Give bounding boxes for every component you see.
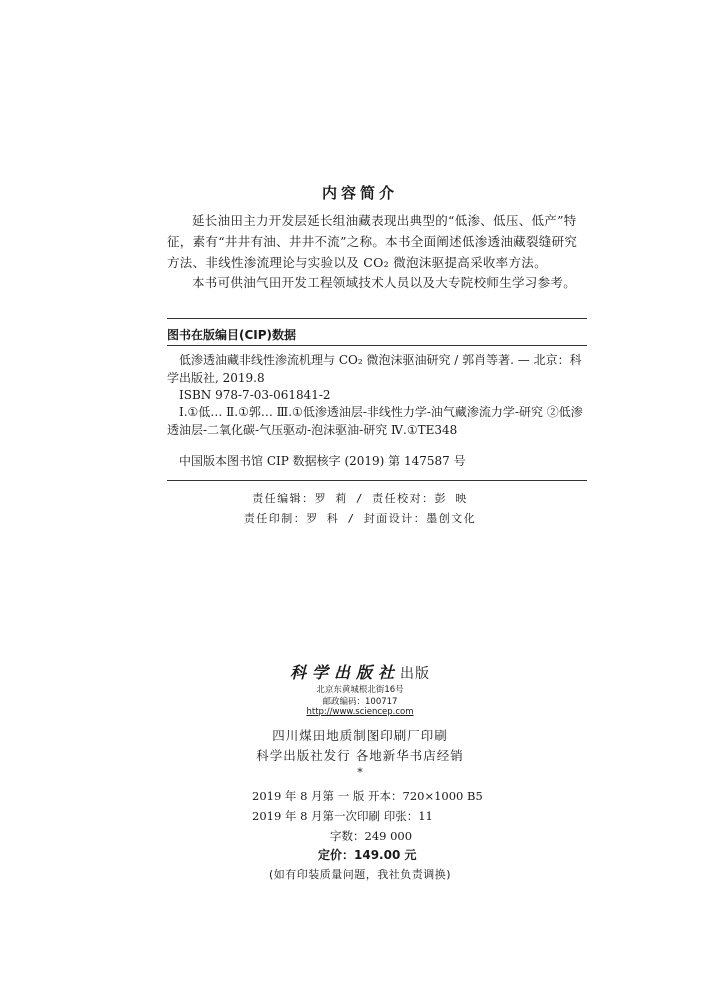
cip-heading: 图书在版编目(CIP)数据 [167,328,297,342]
publisher-url-line [0,707,720,717]
summary-paragraph-1: 延长油田主力开发层延长组油藏表现出典型的“低渗、低压、低产”特征，素有“井井有油、井井不流”之称。本书全面阐述低渗透油藏裂缝研究方法、非线性渗流理论与实验以及 CO₂ 微泡沫驱提高采收率方法。 [167,213,578,270]
publisher-address: 北京东黄城根北街16号 [316,685,404,695]
cip-entry [167,352,587,405]
edition-info: 2019 年 8 月第 一 版 开本：720×1000 B5 [252,789,483,803]
cip-subjects: Ⅰ.①低… Ⅱ.①郭… Ⅲ.①低渗透油层-非线性力学-油气藏渗流力学-研究 ②低渗透油层-二氧化碳-气压驱动-泡沫驱油-研究 Ⅳ.①TE348 [167,405,583,437]
summary-title: 内容简介 [321,184,398,202]
printer: 四川煤田地质制图印刷厂印刷 [272,728,448,743]
cip-record-number: 中国版本图书馆 CIP 数据核字 (2019) 第 147587 号 [179,454,466,468]
cip-entry-title: 低渗透油藏非线性渗流机理与 CO₂ 微泡沫驱油研究 / 郭肖等著. — 北京：科学出版社, 2019.8 [167,353,582,385]
publisher-line [0,660,720,683]
credits-production: 责任印制：罗 科 / 封面设计：墨创文化 [243,512,477,525]
summary-paragraph-2: 本书可供油气田开发工程领域技术人员以及大专院校师生学习参考。 [192,275,577,290]
credits-editors: 责任编辑：罗 莉 / 责任校对：彭 映 [252,492,468,505]
quality-notice: (如有印装质量问题，我社负责调换) [268,868,452,881]
cip-isbn: ISBN 978-7-03-061841-2 [179,388,331,402]
cip-bottom-rule [167,480,587,481]
publisher-url[interactable]: http://www.sciencep.com [306,707,414,717]
publisher-suffix: 出版 [400,666,430,682]
cip-heading-rule [167,345,587,346]
distribution: 科学出版社发行 各地新华书店经销 [256,748,464,763]
separator-star: * [357,766,363,779]
impression-info: 2019 年 8 月第一次印刷 印张：11 [252,809,433,823]
price: 定价：149.00 元 [318,848,417,862]
publisher-logo: 科学出版社 [289,663,400,682]
publisher-postcode: 邮政编码：100717 [322,697,398,707]
word-count: 字数：249 000 [330,829,413,843]
cip-top-rule [167,318,587,319]
